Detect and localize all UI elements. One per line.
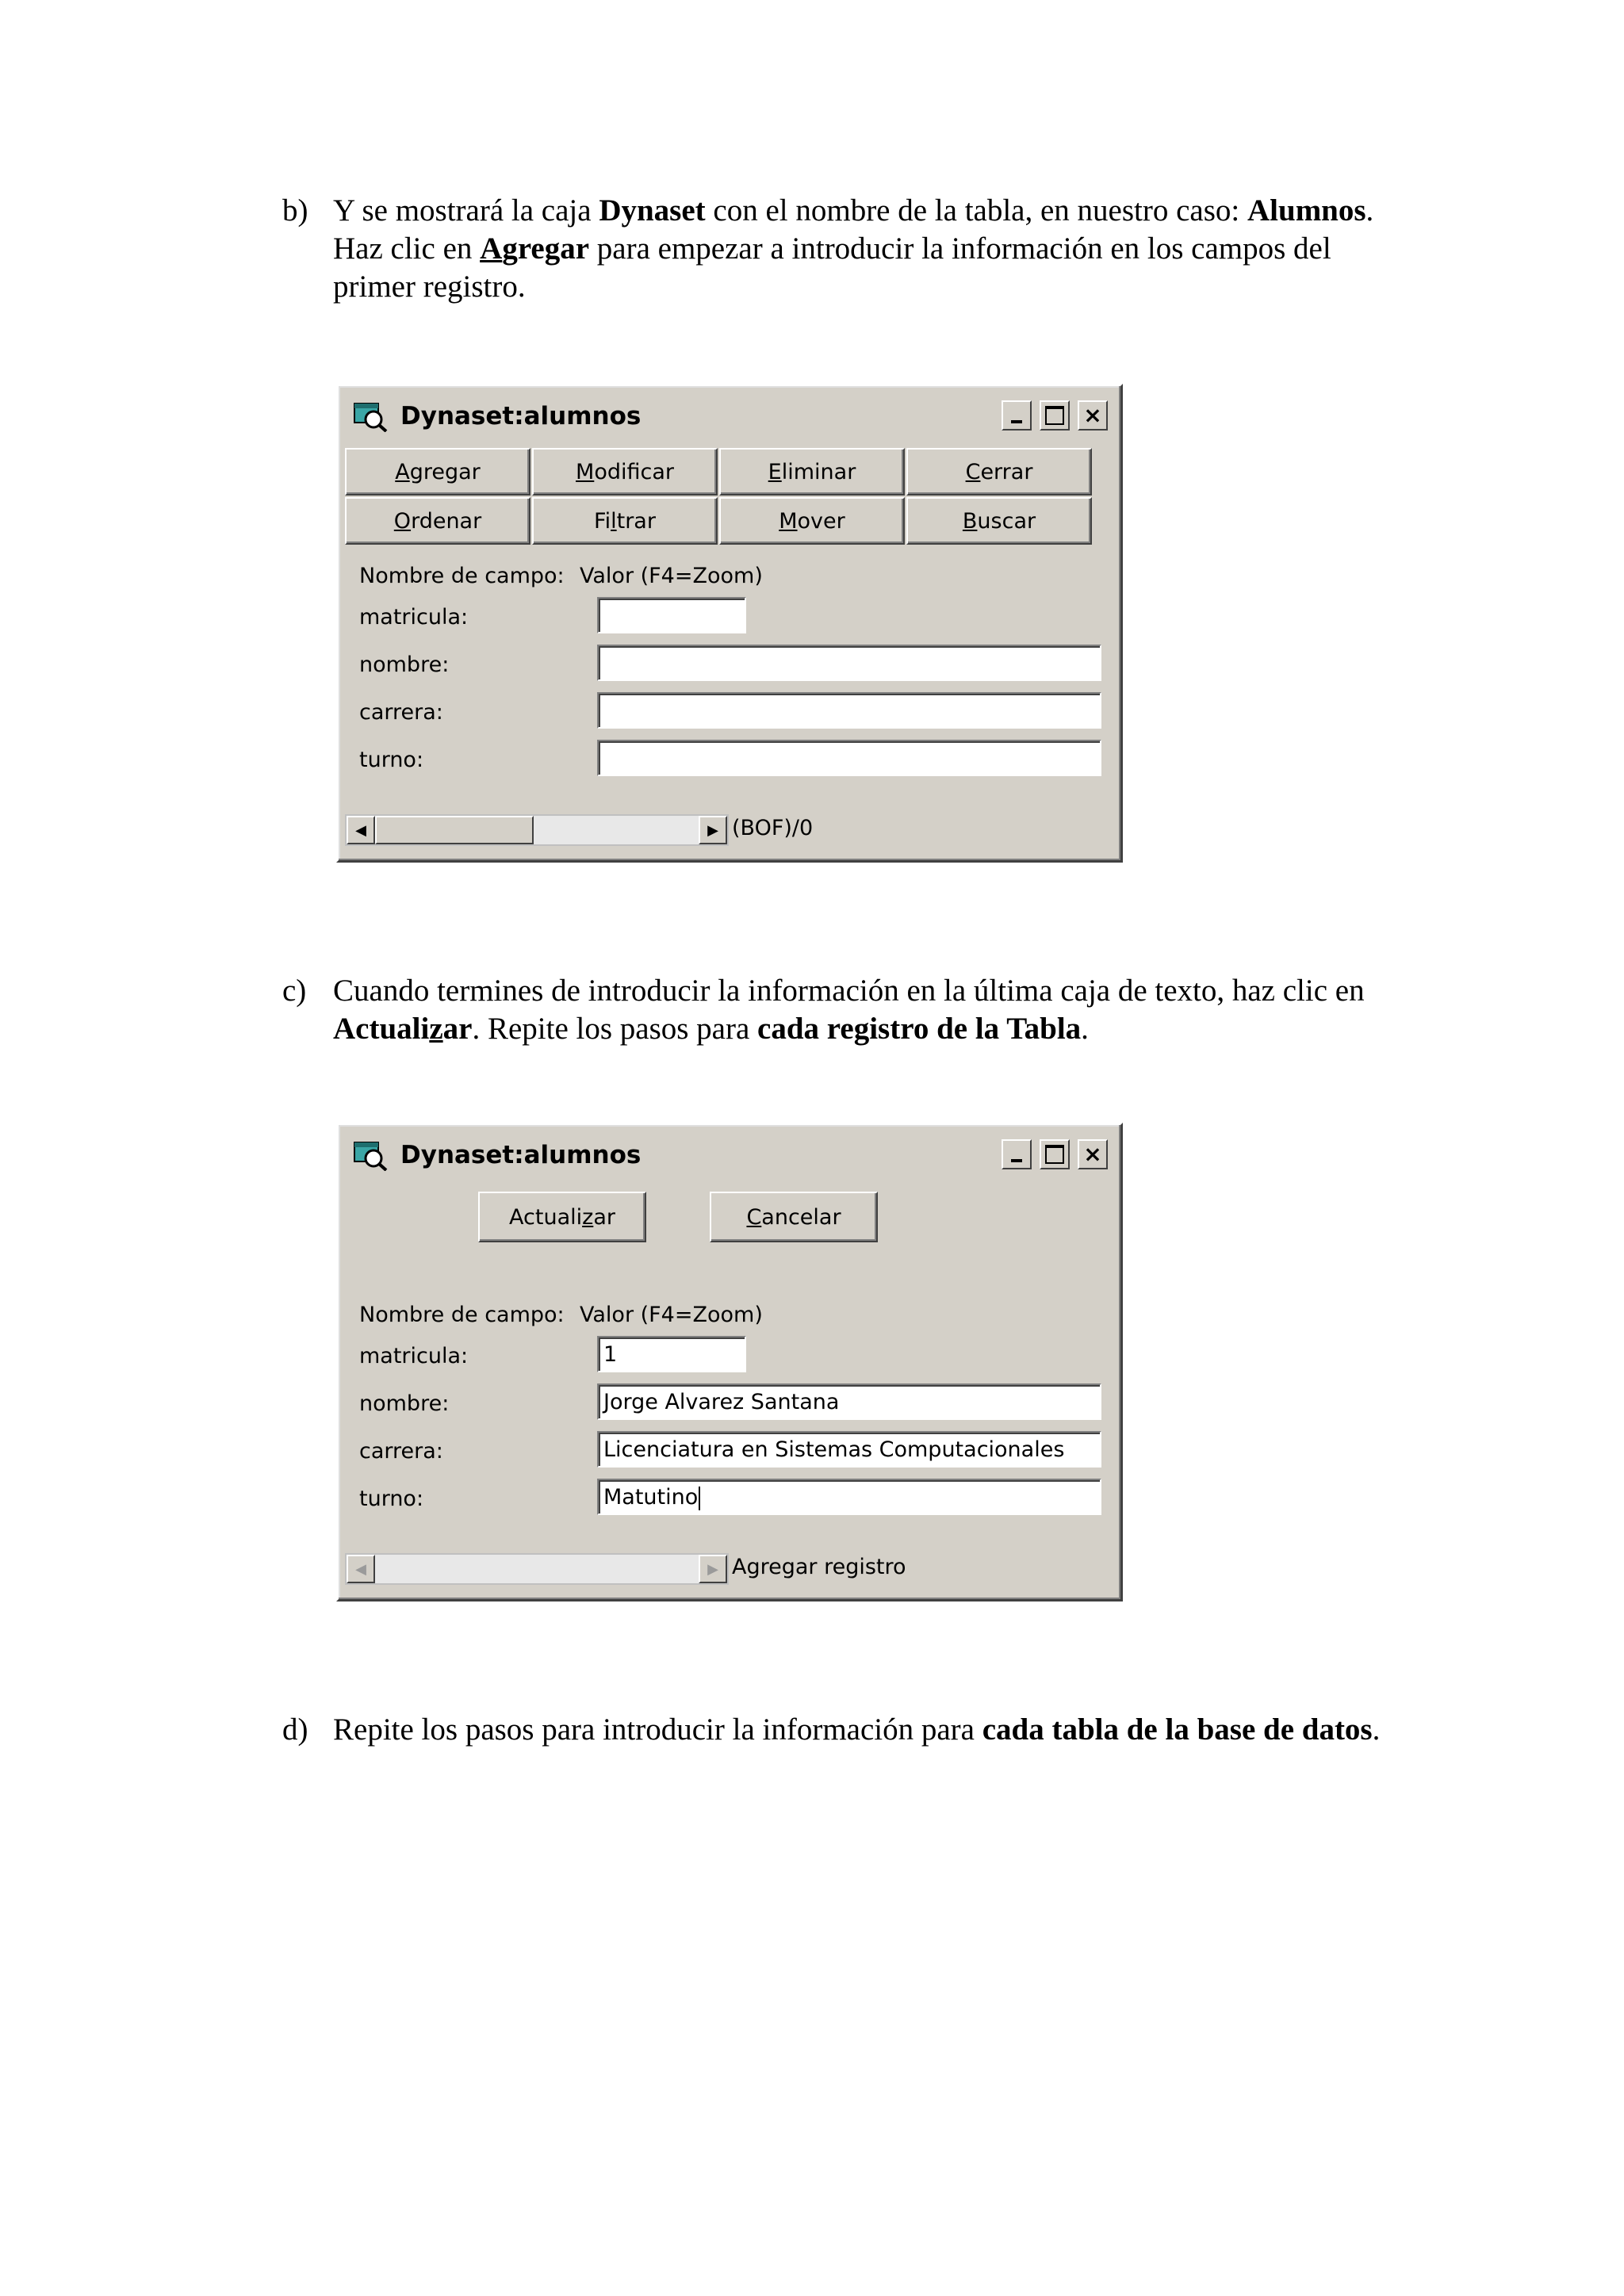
actualizar-button[interactable]: Actuali z ar: [478, 1192, 646, 1242]
eliminar-button[interactable]: E liminar: [719, 448, 905, 496]
field-label-nombre: nombre:: [359, 652, 450, 677]
record-status: (BOF)/0: [732, 816, 814, 840]
matricula-field[interactable]: [597, 597, 746, 633]
dynaset-window-icon: [353, 1139, 388, 1171]
scroll-left-button[interactable]: [347, 1555, 375, 1583]
turno-value: Matutino: [603, 1485, 699, 1510]
scroll-right-button[interactable]: [699, 1555, 727, 1583]
cancelar-button[interactable]: C ancelar: [710, 1192, 878, 1242]
maximize-button[interactable]: [1040, 400, 1070, 430]
modificar-button[interactable]: M odificar: [532, 448, 718, 496]
field-label-matricula: matricula:: [359, 605, 469, 629]
paragraph-d: [282, 1711, 1408, 1749]
dynaset-window-icon: [353, 400, 388, 432]
cerrar-button[interactable]: C errar: [906, 448, 1092, 496]
value-header: Valor (F4=Zoom): [580, 564, 763, 588]
field-name-header: Nombre de campo:: [359, 1303, 565, 1327]
turno-field[interactable]: [597, 1479, 1101, 1515]
buscar-button[interactable]: B uscar: [906, 497, 1092, 545]
scroll-thumb[interactable]: [375, 816, 534, 844]
paragraph-text: Y se mostrará la caja Dynaset con el nombre de la tabla, en nuestro caso: Alumnos. Haz clic en Agregar para empezar a introducir la información en los campos del primer registro.: [333, 193, 1374, 304]
scroll-right-button[interactable]: [699, 816, 727, 844]
arrow-right-icon: ▶: [707, 821, 718, 839]
list-letter: d): [282, 1712, 308, 1747]
carrera-field[interactable]: [597, 692, 1101, 729]
title-bar[interactable]: [343, 391, 1116, 442]
arrow-right-icon: ▶: [707, 1560, 718, 1578]
mover-button[interactable]: M over: [719, 497, 905, 545]
dynaset-window: [336, 384, 1123, 863]
field-label-matricula: matricula:: [359, 1344, 469, 1368]
window-title: Dynaset:alumnos: [400, 402, 642, 430]
field-label-carrera: carrera:: [359, 700, 443, 725]
close-button[interactable]: [1078, 1139, 1108, 1169]
arrow-left-icon: ◀: [355, 1560, 366, 1578]
title-bar[interactable]: [343, 1130, 1116, 1181]
paragraph-text: Repite los pasos para introducir la información para cada tabla de la base de datos.: [333, 1712, 1381, 1747]
minimize-icon: [1011, 1159, 1022, 1162]
record-status: Agregar registro: [732, 1555, 906, 1579]
dynaset-window-edit: [336, 1123, 1123, 1601]
record-scrollbar[interactable]: [345, 814, 729, 846]
nombre-field[interactable]: Jorge Alvarez Santana: [597, 1383, 1101, 1420]
maximize-icon: [1045, 406, 1064, 425]
paragraph-c: [282, 972, 1408, 1048]
filtrar-button[interactable]: Fi l trar: [532, 497, 718, 545]
close-icon: ×: [1083, 1141, 1102, 1167]
record-scrollbar[interactable]: [345, 1553, 729, 1585]
matricula-field[interactable]: 1: [597, 1336, 746, 1372]
minimize-icon: [1011, 420, 1022, 423]
nombre-field[interactable]: [597, 645, 1101, 681]
carrera-field[interactable]: Licenciatura en Sistemas Computacionales: [597, 1431, 1101, 1468]
scroll-left-button[interactable]: [347, 816, 375, 844]
field-label-turno: turno:: [359, 1487, 424, 1511]
text-caret: [699, 1487, 700, 1510]
field-label-carrera: carrera:: [359, 1439, 443, 1464]
turno-field[interactable]: [597, 740, 1101, 776]
close-button[interactable]: [1078, 400, 1108, 430]
window-title: Dynaset:alumnos: [400, 1141, 642, 1169]
maximize-button[interactable]: [1040, 1139, 1070, 1169]
agregar-button[interactable]: A gregar: [345, 448, 530, 496]
paragraph-text: Cuando termines de introducir la información en la última caja de texto, haz clic en Actualizar. Repite los pasos para cada registro de la Tabla.: [333, 974, 1365, 1046]
minimize-button[interactable]: [1002, 1139, 1032, 1169]
maximize-icon: [1045, 1145, 1064, 1164]
close-icon: ×: [1083, 402, 1102, 428]
value-header: Valor (F4=Zoom): [580, 1303, 763, 1327]
field-label-nombre: nombre:: [359, 1391, 450, 1416]
list-letter: b): [282, 193, 308, 228]
paragraph-b: [282, 192, 1408, 306]
minimize-button[interactable]: [1002, 400, 1032, 430]
field-name-header: Nombre de campo:: [359, 564, 565, 588]
ordenar-button[interactable]: O rdenar: [345, 497, 530, 545]
field-label-turno: turno:: [359, 748, 424, 772]
list-letter: c): [282, 974, 307, 1008]
arrow-left-icon: ◀: [355, 821, 366, 839]
